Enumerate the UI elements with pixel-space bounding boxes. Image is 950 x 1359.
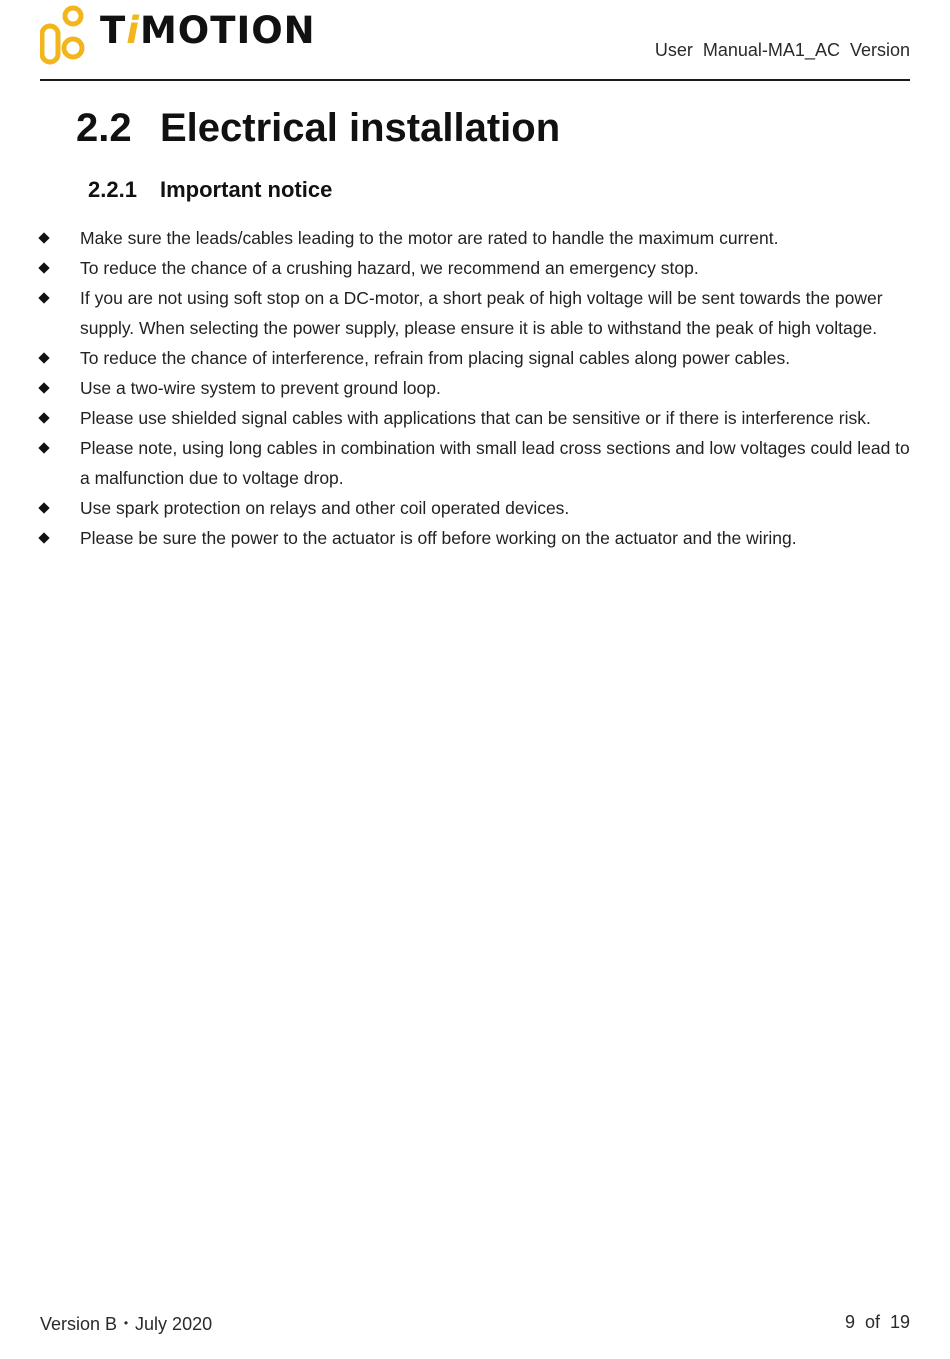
list-item-text: To reduce the chance of a crushing hazard, we recommend an emergency stop.: [80, 258, 699, 278]
list-item: [40, 523, 915, 553]
section-number: 2.2: [76, 106, 132, 150]
list-item: [40, 373, 915, 403]
list-item-text: Use a two-wire system to prevent ground loop.: [80, 378, 441, 398]
diamond-bullet-icon: [38, 382, 49, 393]
diamond-bullet-icon: [38, 502, 49, 513]
page-header: [40, 0, 910, 81]
diamond-bullet-icon: [38, 292, 49, 303]
logo-wordmark: [100, 9, 316, 52]
diamond-bullet-icon: [38, 232, 49, 243]
diamond-bullet-icon: [38, 442, 49, 453]
list-item-text: Please be sure the power to the actuator is off before working on the actuator and the wiring.: [80, 528, 797, 548]
list-item-text: To reduce the chance of interference, refrain from placing signal cables along power cables.: [80, 348, 791, 368]
diamond-bullet-icon: [38, 532, 49, 543]
section-title: Electrical installation: [160, 106, 561, 150]
diamond-bullet-icon: [38, 262, 49, 273]
subsection-number: 2.2.1: [88, 177, 137, 202]
document-label: User Manual-MA1_AC Version: [654, 40, 910, 60]
notice-list: [40, 223, 915, 553]
list-item: [40, 433, 915, 493]
diamond-bullet-icon: [38, 352, 49, 363]
list-item-text: Use spark protection on relays and other coil operated devices.: [80, 498, 570, 518]
logo-accent-letter: i: [126, 9, 140, 52]
diamond-bullet-icon: [38, 412, 49, 423]
page-number: 9 of 19: [844, 1312, 910, 1332]
list-item: [40, 493, 915, 523]
list-item: [40, 343, 915, 373]
list-item-text: Please note, using long cables in combination with small lead cross sections and low voltages could lead to a malfunction due to voltage drop.: [80, 438, 910, 488]
footer-version: Version B・July 2020: [40, 1314, 213, 1334]
list-item-text: Please use shielded signal cables with applications that can be sensitive or if there is interference risk.: [80, 408, 871, 428]
subsection-title: Important notice: [160, 177, 333, 202]
section-heading: [76, 106, 560, 150]
list-item-text: Make sure the leads/cables leading to the motor are rated to handle the maximum current.: [80, 228, 779, 248]
logo-mark-icon: [40, 4, 100, 66]
list-item: [40, 223, 915, 253]
list-item: [40, 403, 915, 433]
list-item-text: If you are not using soft stop on a DC-motor, a short peak of high voltage will be sent towards the power supply. When selecting the power supply, please ensure it is able to withstand the peak of high voltage.: [80, 288, 883, 338]
subsection-heading: [88, 177, 332, 203]
list-item: [40, 283, 915, 343]
timotion-logo: [40, 4, 316, 66]
list-item: [40, 253, 915, 283]
logo-text: TiMOTION: [100, 9, 316, 52]
